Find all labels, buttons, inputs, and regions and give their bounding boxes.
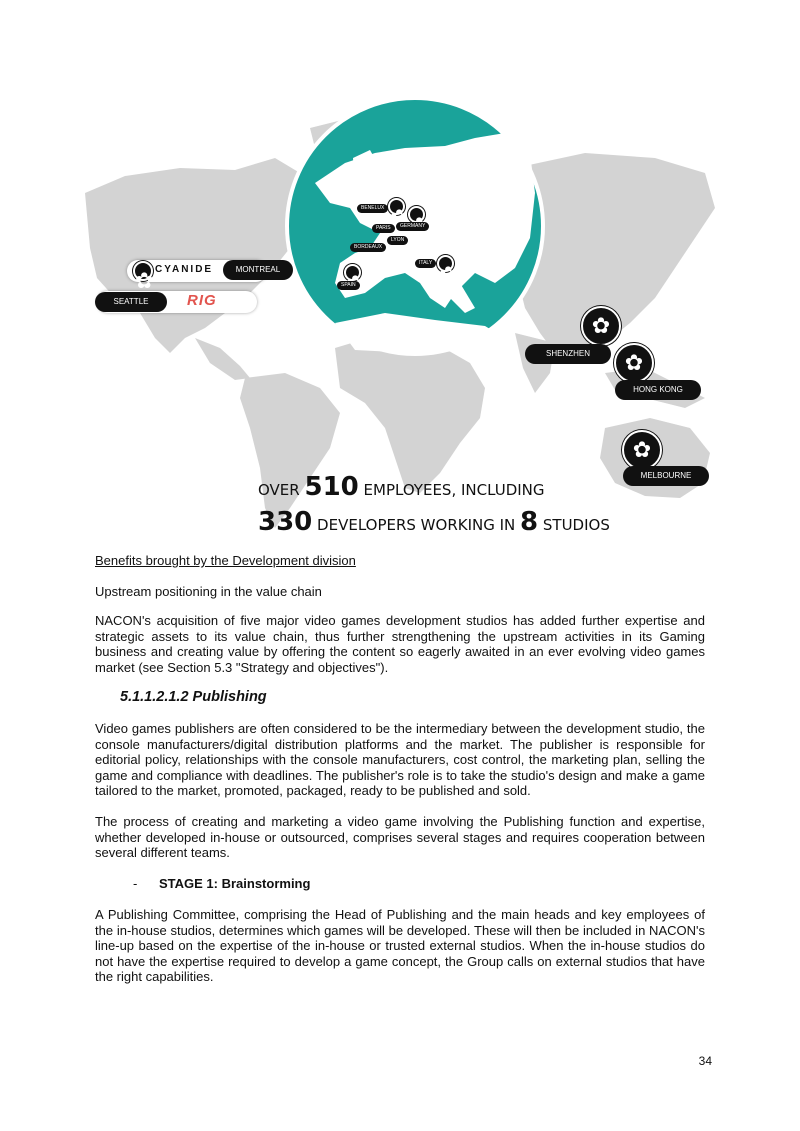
- stage-1-heading: STAGE 1: Brainstorming: [159, 876, 311, 891]
- benefits-heading: Benefits brought by the Development division: [95, 553, 356, 568]
- south-america-land: [240, 373, 340, 528]
- seattle-label: SEATTLE: [95, 292, 167, 312]
- melbourne-label: MELBOURNE: [623, 466, 709, 486]
- headline-line2-middle: DEVELOPERS WORKING IN: [312, 516, 521, 534]
- headline-line2-suffix: STUDIOS: [538, 516, 610, 534]
- germany-studio-icon: [408, 206, 425, 223]
- nacon-studio-logo-icon: [133, 261, 153, 281]
- section-title-publishing: 5.1.1.2.1.2 Publishing: [120, 689, 267, 705]
- paris-label: PARIS: [372, 224, 395, 233]
- page-number: 34: [698, 1054, 712, 1068]
- shenzhen-label: SHENZHEN: [525, 344, 611, 364]
- shenzhen-studio-icon: [581, 306, 621, 346]
- lyon-label: LYON: [387, 236, 408, 245]
- germany-label: GERMANY: [396, 222, 429, 231]
- africa-land: [335, 333, 485, 493]
- developers-count: 330: [258, 507, 313, 537]
- rig-logo: RIG: [187, 292, 217, 309]
- italy-studio-icon: [437, 255, 454, 272]
- paragraph-process: The process of creating and marketing a video game involving the Publishing function and expertise, whether developed in-house or outsourced, comprises several stages and requires cooperation between several different teams.: [95, 814, 705, 860]
- central-america-land: [195, 338, 250, 380]
- bullet-dash: -: [133, 876, 138, 891]
- cyanide-logo-text: CYANIDE: [155, 264, 214, 275]
- bordeaux-label: BORDEAUX: [350, 243, 386, 252]
- hong-kong-label: HONG KONG: [615, 380, 701, 400]
- employees-count: 510: [304, 472, 359, 502]
- spain-studio-icon: [344, 264, 361, 281]
- melbourne-studio-icon: [622, 430, 662, 470]
- paragraph-publishers: Video games publishers are often considered to be the intermediary between the development studio, the console manufacturers/digital distribution platforms and the market. The publisher is responsible for editorial policy, relationships with the console manufacturers, cost control, the marketing plan, selling the game and compliance with deadlines. The publisher's role is to take the studio's design and make a game tailored to the market, promoted, packaged, ready to be published and sold.: [95, 721, 705, 798]
- headline-line1-suffix: EMPLOYEES, INCLUDING: [358, 481, 545, 499]
- headline-employees: [258, 472, 545, 502]
- italy-label: ITALY: [415, 259, 436, 268]
- headline-developers: [258, 507, 610, 537]
- cyanide-logo: [155, 264, 213, 275]
- headline-line1-prefix: OVER: [258, 481, 305, 499]
- benelux-studio-icon: [388, 198, 405, 215]
- montreal-label: MONTREAL: [223, 260, 293, 280]
- benelux-label: BENELUX: [357, 204, 388, 213]
- upstream-heading: Upstream positioning in the value chain: [95, 584, 322, 599]
- hong-kong-studio-icon: [614, 343, 654, 383]
- spain-label: SPAIN: [337, 281, 360, 290]
- north-america-land: [85, 158, 315, 353]
- studios-count: 8: [520, 507, 539, 537]
- paragraph-acquisition: NACON's acquisition of five major video games development studios has added further expertise and strategic assets to its value chain, thus further strengthening the upstream activities in its Gaming business and creating value by offering the content so eagerly awaited in an ever evolving video games market (see Section 5.3 "Strategy and objectives").: [95, 613, 705, 675]
- paragraph-publishing-committee: A Publishing Committee, comprising the Head of Publishing and the main heads and key employees of the in-house studios, determines which games will be developed. These will then be included in NACON's line-up based on the expertise of the in-house or trusted external studios. When the in-house studios do not have the expertise required to develop a game concept, the Group calls on external studios that have the right capabilities.: [95, 907, 705, 984]
